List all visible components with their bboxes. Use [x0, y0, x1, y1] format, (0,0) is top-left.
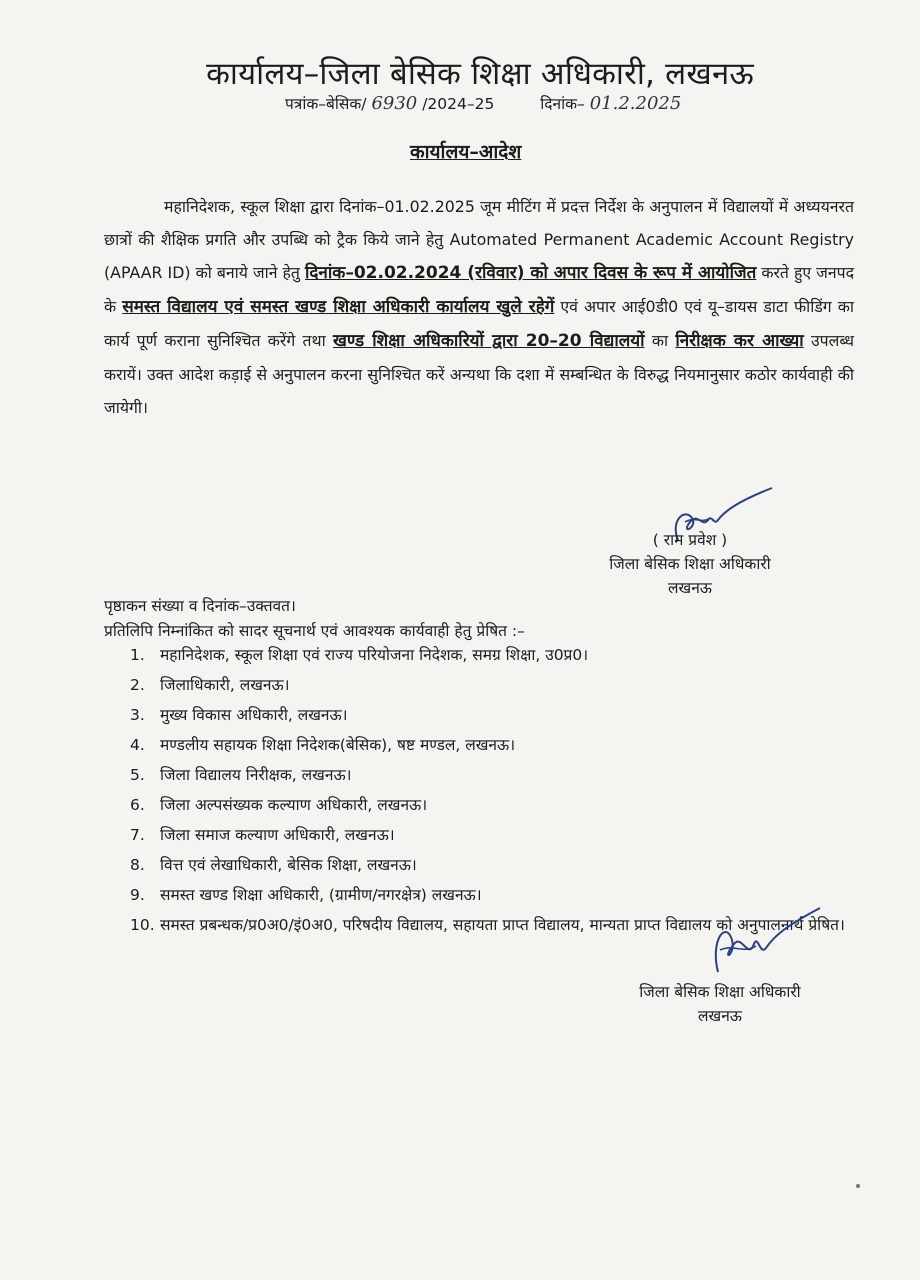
endorsement-line-2: प्रतिलिपि निम्नांकित को सादर सूचनार्थ एवं आवश्यक कार्यवाही हेतु प्रेषित :– [104, 622, 525, 640]
body-text-4: का [651, 331, 669, 350]
paper-speck [856, 1184, 860, 1188]
list-item: 6. जिला अल्पसंख्यक कल्याण अधिकारी, लखनऊ। [130, 796, 428, 814]
footer-signatory-block [600, 980, 840, 1028]
ref-prefix: पत्रांक–बेसिक/ [285, 95, 367, 113]
body-bold-4: निरीक्षक कर आख्या [675, 331, 804, 351]
body-bold-2: समस्त विद्यालय एवं समस्त खण्ड शिक्षा अधिकारी कार्यालय खुले रहेगें [122, 297, 555, 317]
list-item: 2. जिलाधिकारी, लखनऊ। [130, 676, 290, 694]
signatory-block [570, 528, 810, 600]
body-bold-1: दिनांक–02.02.2024 (रविवार) को अपार दिवस के रूप में आयोजित [305, 263, 757, 283]
office-title: कार्यालय–जिला बेसिक शिक्षा अधिकारी, लखनऊ [206, 56, 754, 92]
date-label: दिनांक– [540, 95, 585, 113]
signature-mark-2 [690, 900, 830, 990]
list-item: 5. जिला विद्यालय निरीक्षक, लखनऊ। [130, 766, 352, 784]
copy-to-list [130, 640, 850, 940]
date-handwritten: 01.2.2025 [589, 93, 682, 114]
list-item: 10. समस्त प्रबन्धक/प्र0अ0/इं0अ0, परिषदीय विद्यालय, सहायता प्राप्त विद्यालय, मान्यता प्राप्त विद्यालय को अनुपालनार्थ प्रेषित। [130, 916, 845, 934]
signatory-name: ( राम प्रवेश ) [652, 531, 728, 549]
endorsement [104, 594, 864, 644]
signatory-place: लखनऊ [668, 579, 712, 597]
order-title: कार्यालय–आदेश [410, 141, 522, 163]
ref-year: /2024–25 [422, 95, 495, 113]
list-item: 8. वित्त एवं लेखाधिकारी, बेसिक शिक्षा, लखनऊ। [130, 856, 417, 874]
footer-designation: जिला बेसिक शिक्षा अधिकारी [639, 983, 801, 1001]
ref-number-handwritten: 6930 [371, 93, 418, 114]
body-text-5: उपलब्ध करायें। उक्त आदेश कड़ाई से अनुपालन करना सुनिश्चित करें अन्यथा कि दशा में सम्बन्धित के विरुद्ध नियमानुसार कठोर कार्यवाही की जायेगी। [104, 331, 854, 417]
list-item: 7. जिला समाज कल्याण अधिकारी, लखनऊ। [130, 826, 395, 844]
body-text-2: करते हुए जनपद के [104, 263, 854, 316]
signatory-designation: जिला बेसिक शिक्षा अधिकारी [609, 555, 771, 573]
body-bold-3: खण्ड शिक्षा अधिकारियों द्वारा 20–20 विद्यालयों [333, 331, 645, 351]
endorsement-line-1: पृष्ठाकन संख्या व दिनांक–उक्तवत। [104, 597, 296, 615]
list-item: 3. मुख्य विकास अधिकारी, लखनऊ। [130, 706, 348, 724]
reference-line [285, 92, 681, 114]
body-text-1: महानिदेशक, स्कूल शिक्षा द्वारा दिनांक–01.02.2025 जूम मीटिंग में प्रदत्त निर्देश के अनुपालन में विद्यालयों में अध्ययनरत छात्रों की शैक्षिक प्रगति और उपब्धि को ट्रैक किये जाने हेतु Automated Permanent Academic Account Registry (APAAR ID) को बनाये जाने हेतु [104, 197, 854, 282]
list-item: 9. समस्त खण्ड शिक्षा अधिकारी, (ग्रामीण/नगरक्षेत्र) लखनऊ। [130, 886, 482, 904]
body-text-3: एवं अपार आई0डी0 एवं यू–डायस डाटा फीडिंग का कार्य पूर्ण कराना सुनिश्चित करेंगे तथा [104, 297, 854, 350]
footer-place: लखनऊ [698, 1007, 742, 1025]
list-item: 1. महानिदेशक, स्कूल शिक्षा एवं राज्य परियोजना निदेशक, समग्र शिक्षा, उ0प्र0। [130, 646, 589, 664]
list-item: 4. मण्डलीय सहायक शिक्षा निदेशक(बेसिक), षष्ट मण्डल, लखनऊ। [130, 736, 516, 754]
order-body [104, 190, 854, 424]
